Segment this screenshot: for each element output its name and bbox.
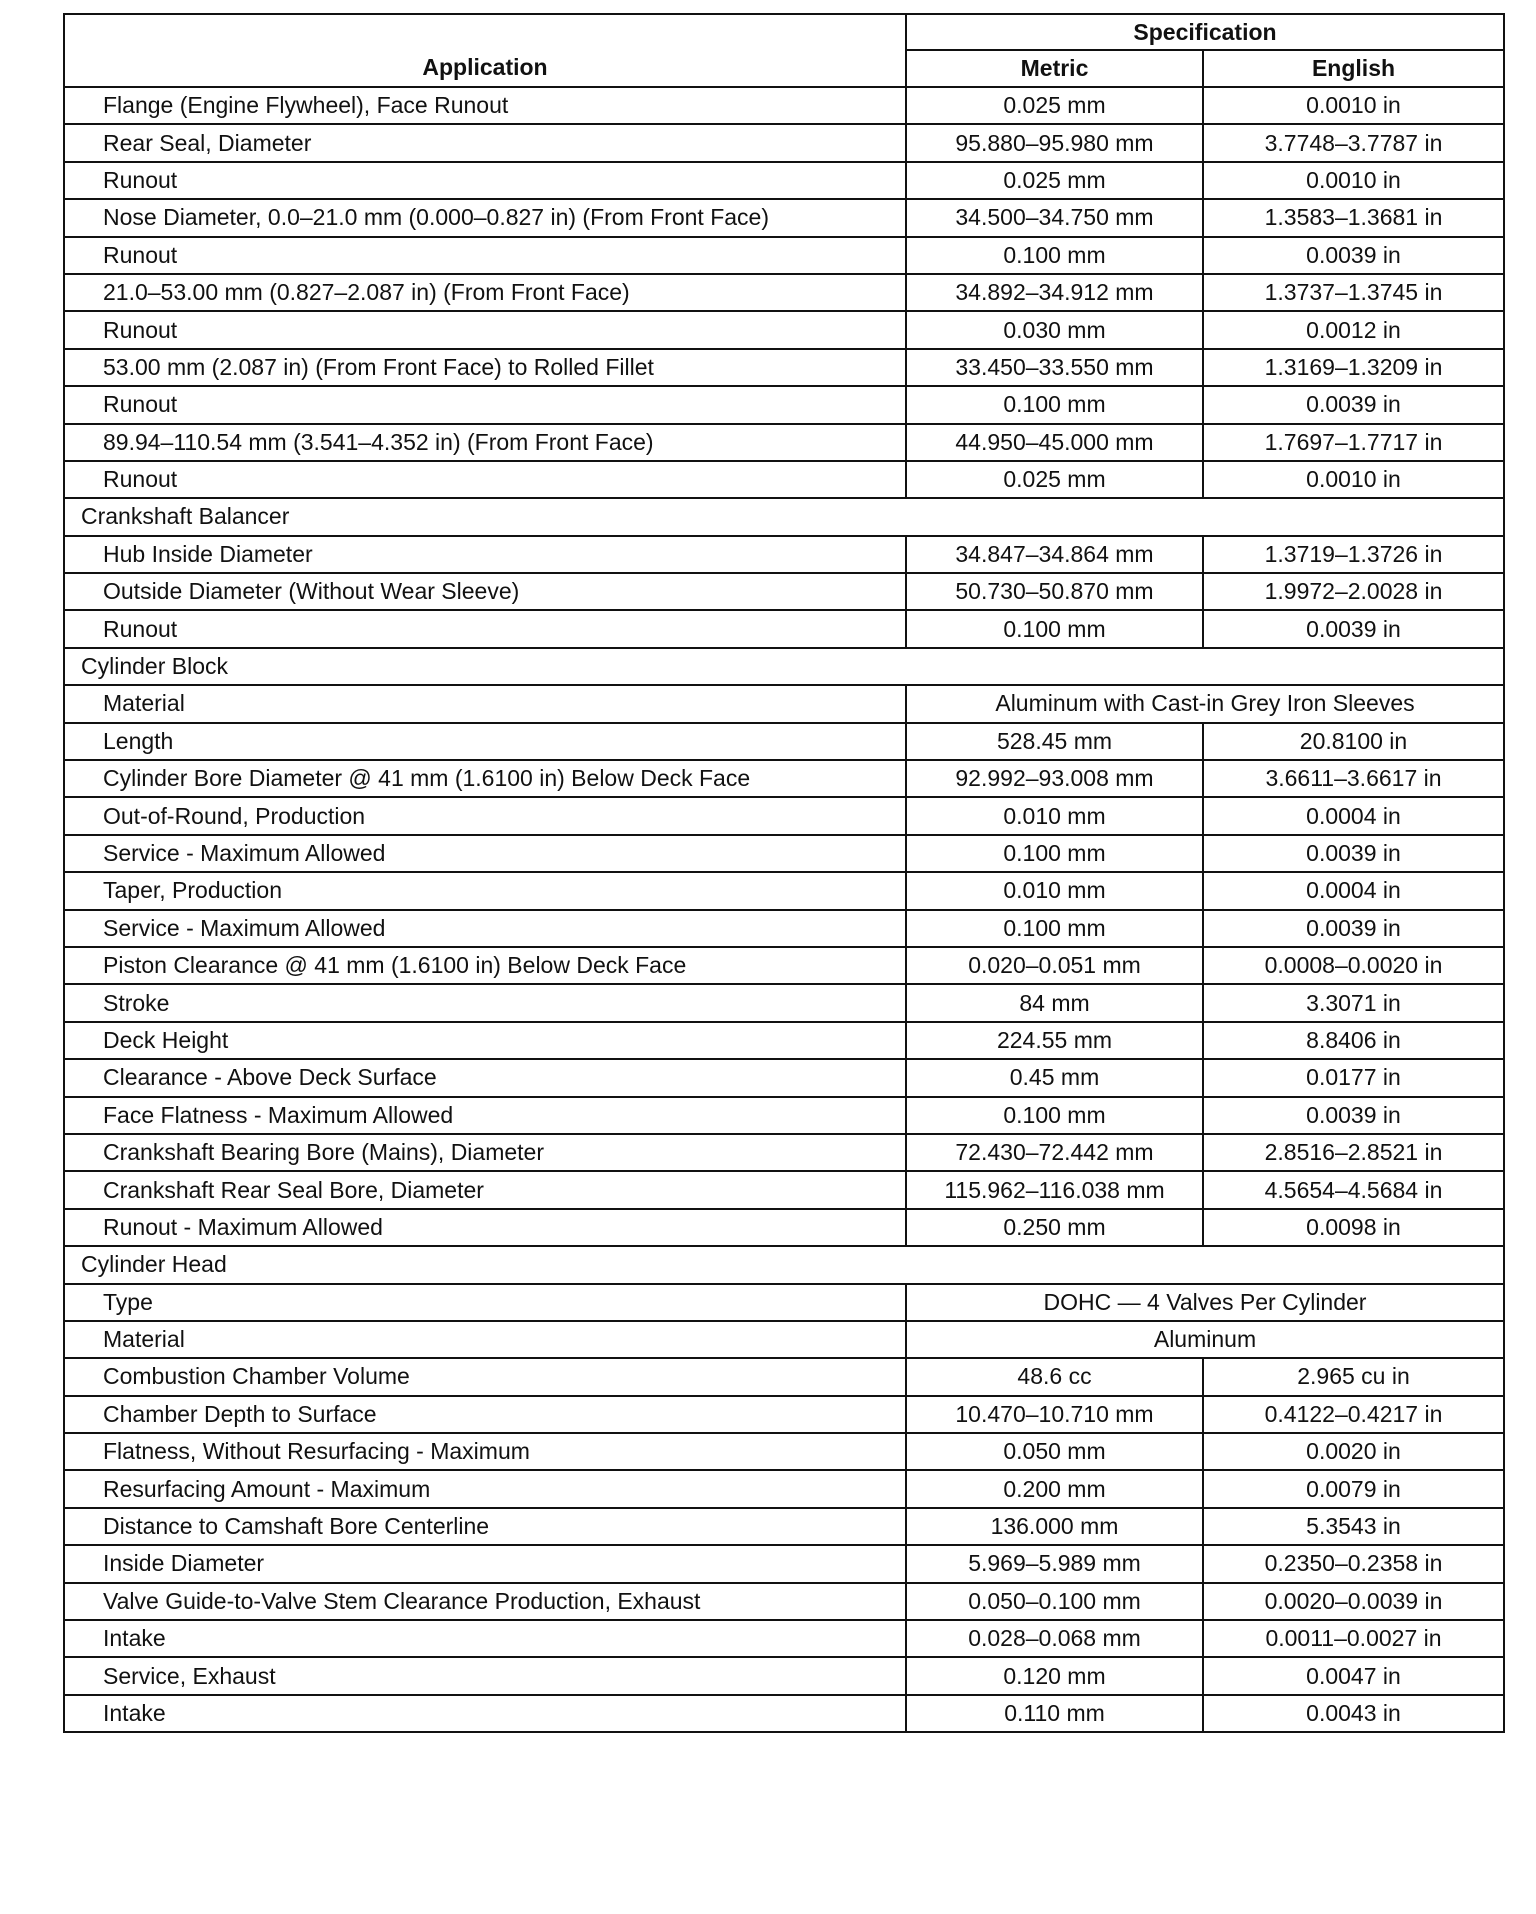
metric-cell: 48.6 cc [906,1358,1203,1395]
section-row [64,1246,1504,1283]
table-row [64,1657,1504,1694]
application-cell: Inside Diameter [64,1545,906,1582]
english-cell: 2.8516–2.8521 in [1203,1134,1504,1171]
table-header [64,14,1504,87]
english-cell: 0.0010 in [1203,162,1504,199]
application-cell: 53.00 mm (2.087 in) (From Front Face) to Rolled Fillet [64,349,906,386]
specification-cell: Aluminum with Cast-in Grey Iron Sleeves [906,685,1504,722]
table-row [64,162,1504,199]
metric-cell: 0.100 mm [906,835,1203,872]
table-row [64,1321,1504,1358]
application-cell: Material [64,1321,906,1358]
english-cell: 1.7697–1.7717 in [1203,424,1504,461]
application-cell: Service, Exhaust [64,1657,906,1694]
metric-cell: 0.028–0.068 mm [906,1620,1203,1657]
application-cell: Runout [64,610,906,647]
table-row [64,237,1504,274]
table-row [64,610,1504,647]
metric-cell: 0.100 mm [906,237,1203,274]
table-row [64,1396,1504,1433]
metric-cell: 0.120 mm [906,1657,1203,1694]
metric-cell: 0.025 mm [906,461,1203,498]
application-cell: Length [64,723,906,760]
metric-cell: 0.100 mm [906,910,1203,947]
table-row [64,1583,1504,1620]
table-row [64,1545,1504,1582]
application-cell: Runout [64,162,906,199]
english-cell: 0.0043 in [1203,1695,1504,1732]
metric-header: Metric [906,50,1203,87]
table-row [64,1433,1504,1470]
english-cell: 1.9972–2.0028 in [1203,573,1504,610]
metric-cell: 0.110 mm [906,1695,1203,1732]
application-cell: Deck Height [64,1022,906,1059]
application-cell: Valve Guide-to-Valve Stem Clearance Production, Exhaust [64,1583,906,1620]
section-row [64,648,1504,685]
metric-cell: 44.950–45.000 mm [906,424,1203,461]
table-row [64,1134,1504,1171]
metric-cell: 34.892–34.912 mm [906,274,1203,311]
application-header: Application [64,14,906,87]
table-row [64,1470,1504,1507]
application-cell: Chamber Depth to Surface [64,1396,906,1433]
application-cell: Runout [64,311,906,348]
table-row [64,1284,1504,1321]
application-cell: Crankshaft Rear Seal Bore, Diameter [64,1171,906,1208]
table-body [64,87,1504,1732]
specification-table [63,13,1505,1733]
english-cell: 0.0039 in [1203,386,1504,423]
table-row [64,984,1504,1021]
english-cell: 0.0020 in [1203,1433,1504,1470]
table-row [64,797,1504,834]
application-cell: Crankshaft Bearing Bore (Mains), Diameter [64,1134,906,1171]
application-cell: Rear Seal, Diameter [64,124,906,161]
english-cell: 1.3169–1.3209 in [1203,349,1504,386]
table-row [64,536,1504,573]
section-title: Crankshaft Balancer [64,498,1504,535]
metric-cell: 50.730–50.870 mm [906,573,1203,610]
table-row [64,573,1504,610]
table-row [64,835,1504,872]
english-cell: 3.3071 in [1203,984,1504,1021]
metric-cell: 528.45 mm [906,723,1203,760]
english-cell: 0.0004 in [1203,797,1504,834]
table-row [64,1022,1504,1059]
application-cell: Combustion Chamber Volume [64,1358,906,1395]
english-cell: 0.0047 in [1203,1657,1504,1694]
application-cell: Material [64,685,906,722]
table-row [64,386,1504,423]
section-row [64,498,1504,535]
metric-cell: 92.992–93.008 mm [906,760,1203,797]
english-cell: 2.965 cu in [1203,1358,1504,1395]
metric-cell: 0.050–0.100 mm [906,1583,1203,1620]
english-cell: 1.3583–1.3681 in [1203,199,1504,236]
metric-cell: 0.025 mm [906,162,1203,199]
metric-cell: 0.100 mm [906,610,1203,647]
table-row [64,124,1504,161]
metric-cell: 95.880–95.980 mm [906,124,1203,161]
english-cell: 0.0004 in [1203,872,1504,909]
metric-cell: 0.250 mm [906,1209,1203,1246]
table-row [64,1209,1504,1246]
english-cell: 20.8100 in [1203,723,1504,760]
metric-cell: 33.450–33.550 mm [906,349,1203,386]
metric-cell: 0.030 mm [906,311,1203,348]
application-cell: Cylinder Bore Diameter @ 41 mm (1.6100 in) Below Deck Face [64,760,906,797]
metric-cell: 0.200 mm [906,1470,1203,1507]
application-cell: Flange (Engine Flywheel), Face Runout [64,87,906,124]
table-row [64,1508,1504,1545]
english-cell: 3.7748–3.7787 in [1203,124,1504,161]
table-row [64,311,1504,348]
table-row [64,910,1504,947]
table-row [64,760,1504,797]
english-cell: 1.3737–1.3745 in [1203,274,1504,311]
application-cell: Nose Diameter, 0.0–21.0 mm (0.000–0.827 in) (From Front Face) [64,199,906,236]
english-cell: 0.0020–0.0039 in [1203,1583,1504,1620]
english-cell: 5.3543 in [1203,1508,1504,1545]
table-row [64,685,1504,722]
application-cell: Runout [64,237,906,274]
table-row [64,947,1504,984]
application-cell: Intake [64,1620,906,1657]
english-cell: 0.0039 in [1203,835,1504,872]
application-cell: Out-of-Round, Production [64,797,906,834]
application-cell: Runout [64,386,906,423]
english-cell: 4.5654–4.5684 in [1203,1171,1504,1208]
application-cell: Hub Inside Diameter [64,536,906,573]
english-cell: 3.6611–3.6617 in [1203,760,1504,797]
metric-cell: 34.847–34.864 mm [906,536,1203,573]
application-cell: Intake [64,1695,906,1732]
english-cell: 0.0039 in [1203,910,1504,947]
specification-cell: Aluminum [906,1321,1504,1358]
specification-cell: DOHC — 4 Valves Per Cylinder [906,1284,1504,1321]
table-row [64,424,1504,461]
table-row [64,349,1504,386]
metric-cell: 72.430–72.442 mm [906,1134,1203,1171]
metric-cell: 0.020–0.051 mm [906,947,1203,984]
application-cell: Face Flatness - Maximum Allowed [64,1097,906,1134]
english-cell: 0.0010 in [1203,461,1504,498]
table-row [64,1097,1504,1134]
application-cell: Clearance - Above Deck Surface [64,1059,906,1096]
english-cell: 0.0039 in [1203,237,1504,274]
english-cell: 0.0039 in [1203,610,1504,647]
application-cell: Type [64,1284,906,1321]
table-row [64,199,1504,236]
table-row [64,1059,1504,1096]
application-cell: Resurfacing Amount - Maximum [64,1470,906,1507]
english-cell: 0.0012 in [1203,311,1504,348]
metric-cell: 0.010 mm [906,872,1203,909]
section-title: Cylinder Head [64,1246,1504,1283]
metric-cell: 136.000 mm [906,1508,1203,1545]
application-cell: 21.0–53.00 mm (0.827–2.087 in) (From Front Face) [64,274,906,311]
application-cell: Outside Diameter (Without Wear Sleeve) [64,573,906,610]
metric-cell: 84 mm [906,984,1203,1021]
english-cell: 0.0177 in [1203,1059,1504,1096]
table-row [64,1695,1504,1732]
table-row [64,723,1504,760]
metric-cell: 10.470–10.710 mm [906,1396,1203,1433]
english-cell: 0.0008–0.0020 in [1203,947,1504,984]
english-cell: 8.8406 in [1203,1022,1504,1059]
metric-cell: 5.969–5.989 mm [906,1545,1203,1582]
table-row [64,461,1504,498]
english-cell: 0.2350–0.2358 in [1203,1545,1504,1582]
application-cell: Taper, Production [64,872,906,909]
metric-cell: 0.050 mm [906,1433,1203,1470]
section-title: Cylinder Block [64,648,1504,685]
application-cell: Stroke [64,984,906,1021]
table-row [64,1171,1504,1208]
metric-cell: 0.025 mm [906,87,1203,124]
english-cell: 1.3719–1.3726 in [1203,536,1504,573]
metric-cell: 0.010 mm [906,797,1203,834]
english-cell: 0.0010 in [1203,87,1504,124]
english-cell: 0.0098 in [1203,1209,1504,1246]
metric-cell: 115.962–116.038 mm [906,1171,1203,1208]
metric-cell: 0.100 mm [906,386,1203,423]
application-cell: Runout - Maximum Allowed [64,1209,906,1246]
english-cell: 0.4122–0.4217 in [1203,1396,1504,1433]
table-row [64,872,1504,909]
table-row [64,87,1504,124]
metric-cell: 224.55 mm [906,1022,1203,1059]
metric-cell: 0.45 mm [906,1059,1203,1096]
table-row [64,1358,1504,1395]
english-header: English [1203,50,1504,87]
metric-cell: 34.500–34.750 mm [906,199,1203,236]
english-cell: 0.0079 in [1203,1470,1504,1507]
table-row [64,1620,1504,1657]
application-cell: Service - Maximum Allowed [64,835,906,872]
table-row [64,274,1504,311]
application-cell: Piston Clearance @ 41 mm (1.6100 in) Below Deck Face [64,947,906,984]
english-cell: 0.0039 in [1203,1097,1504,1134]
application-cell: Distance to Camshaft Bore Centerline [64,1508,906,1545]
english-cell: 0.0011–0.0027 in [1203,1620,1504,1657]
application-cell: Runout [64,461,906,498]
specification-header: Specification [906,14,1504,50]
application-cell: Service - Maximum Allowed [64,910,906,947]
metric-cell: 0.100 mm [906,1097,1203,1134]
application-cell: 89.94–110.54 mm (3.541–4.352 in) (From Front Face) [64,424,906,461]
application-cell: Flatness, Without Resurfacing - Maximum [64,1433,906,1470]
